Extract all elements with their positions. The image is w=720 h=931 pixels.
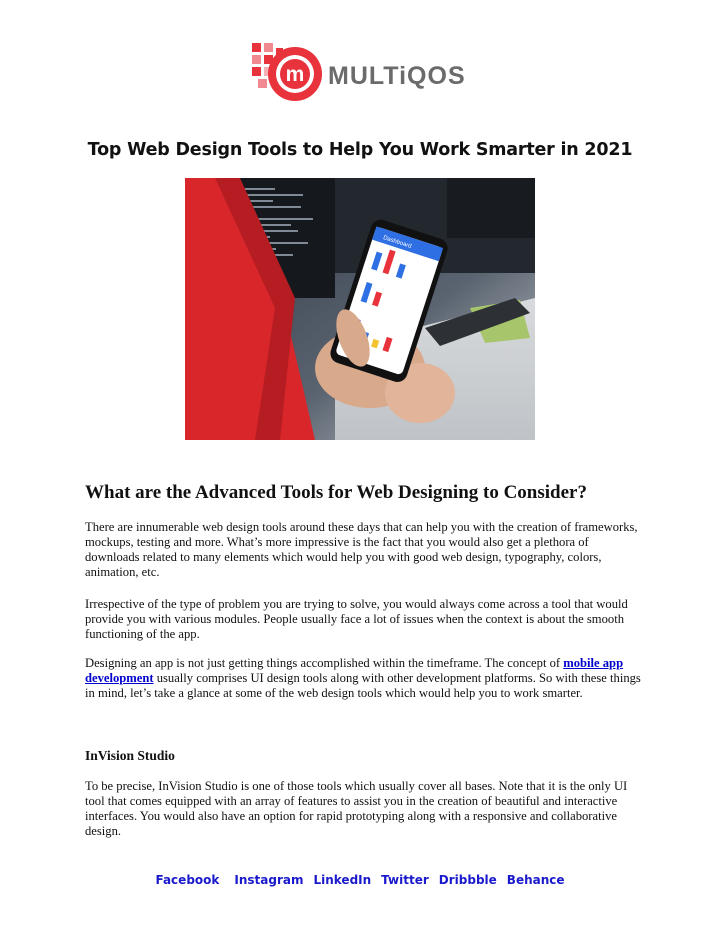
paragraph-4: To be precise, InVision Studio is one of those tools which usually cover all bases. Note that it is the only UI tool that comes equipped with an array of features to assist you in the creation of beautiful and interactive interfaces. You would also have an option for rapid prototyping along with a responsive and collaborative design. (85, 779, 628, 838)
paragraph-3-before: Designing an app is not just getting things accomplished within the timeframe. The concept of (85, 656, 564, 670)
subheading-invision-studio: InVision Studio (85, 748, 175, 763)
footer-link-dribbble[interactable]: Dribbble (438, 873, 497, 887)
mobile-app-development-link[interactable]: mobile app development (85, 656, 624, 685)
footer-link-linkedin[interactable]: LinkedIn (313, 873, 372, 887)
logo-mark-letter: m (285, 63, 305, 86)
hero-image (185, 178, 535, 440)
footer-link-twitter[interactable]: Twitter (381, 873, 429, 887)
footer-link-behance[interactable]: Behance (506, 873, 565, 887)
multiqos-logo[interactable] (250, 40, 470, 110)
multiqos-logo-graphic (250, 40, 470, 110)
section-heading: What are the Advanced Tools for Web Designing to Consider? (85, 482, 587, 503)
logo-brand-text: MULTiQOS (328, 62, 466, 90)
paragraph-3-after: usually comprises UI design tools along with other development platforms. So with these things in mind, let’s take a glance at some of the web design tools which would help you to work smarter. (85, 671, 641, 700)
social-links-footer (0, 873, 720, 887)
document-title: Top Web Design Tools to Help You Work Smarter in 2021 (87, 140, 633, 160)
paragraph-3 (85, 656, 645, 701)
paragraph-2: Irrespective of the type of problem you are trying to solve, you would always come across a tool that would provide you with various modules. People usually face a lot of issues when the context is about the smooth functioning of the app. (85, 597, 628, 641)
phone-screen-header: Dashboard (382, 235, 413, 250)
footer-link-facebook[interactable]: Facebook (155, 873, 220, 887)
paragraph-1: There are innumerable web design tools around these days that can help you with the creation of frameworks, mockups, testing and more. What’s more impressive is the fact that you would also get a plethora of downloads related to many elements which would help you with good web design, typography, colors, animation, etc. (85, 520, 638, 579)
footer-link-instagram[interactable]: Instagram (234, 873, 304, 887)
